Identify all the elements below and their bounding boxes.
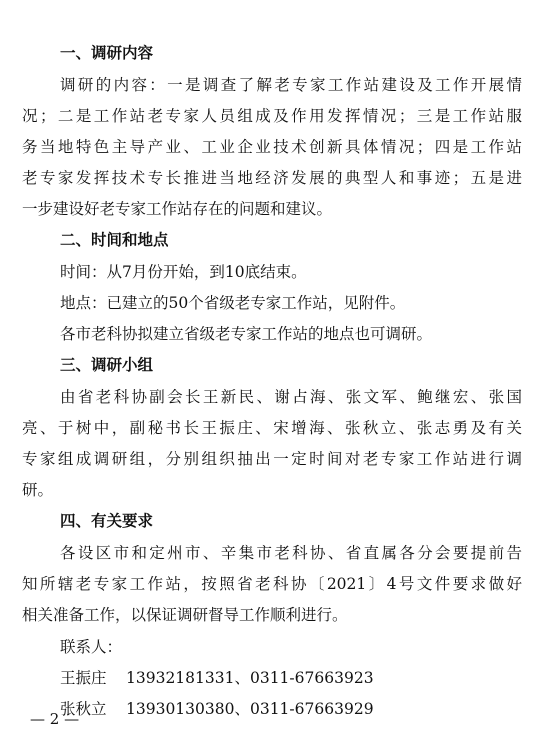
paragraph-line: 老专家发挥技术专长推进当地经济发展的典型人和事迹；五是进 <box>22 169 522 187</box>
section-heading-time-place: 二、时间和地点 <box>60 231 169 249</box>
paragraph-line: 务当地特色主导产业、工业企业技术创新具体情况；四是工作站 <box>22 138 522 156</box>
contact-row <box>60 698 544 720</box>
paragraph-line: 亮、于树中，副秘书长王振庄、宋增海、张秋立、张志勇及有关 <box>22 419 522 437</box>
paragraph-line: 相关准备工作，以保证调研督导工作顺利进行。 <box>22 606 348 624</box>
contact-phones: 13930130380、0311-67663929 <box>126 700 374 718</box>
paragraph-line: 知所辖老专家工作站，按照省老科协〔2021〕4号文件要求做好 <box>22 575 522 593</box>
paragraph-line: 调研的内容：一是调查了解老专家工作站建设及工作开展情 <box>60 76 522 94</box>
section-heading-research-content: 一、调研内容 <box>60 44 154 62</box>
contact-label: 联系人： <box>60 638 123 656</box>
paragraph-line: 专家组成调研组，分别组织抽出一定时间对老专家工作站进行调 <box>22 450 522 468</box>
paragraph-line: 各市老科协拟建立省级老专家工作站的地点也可调研。 <box>60 325 433 343</box>
paragraph-line: 各设区市和定州市、辛集市老科协、省直属各分会要提前告 <box>60 544 522 562</box>
paragraph-line: 研。 <box>22 481 54 499</box>
contact-name: 王振庄 <box>60 669 107 687</box>
paragraph-line: 时间：从7月份开始，到10底结束。 <box>60 263 307 281</box>
contact-row <box>60 667 544 689</box>
page-number: — 2 — <box>30 710 80 728</box>
section-heading-research-group: 三、调研小组 <box>60 356 154 374</box>
paragraph-line: 一步建设好老专家工作站存在的问题和建议。 <box>22 200 333 218</box>
contact-phones: 13932181331、0311-67663923 <box>126 669 374 687</box>
paragraph-line: 况；二是工作站老专家人员组成及作用发挥情况；三是工作站服 <box>22 107 522 125</box>
paragraph-line: 由省老科协副会长王新民、谢占海、张文军、鲍继宏、张国 <box>60 388 522 406</box>
section-heading-requirements: 四、有关要求 <box>60 512 154 530</box>
contact-name: 张秋立 <box>60 700 107 718</box>
paragraph-line: 地点：已建立的50个省级老专家工作站，见附件。 <box>60 294 406 312</box>
